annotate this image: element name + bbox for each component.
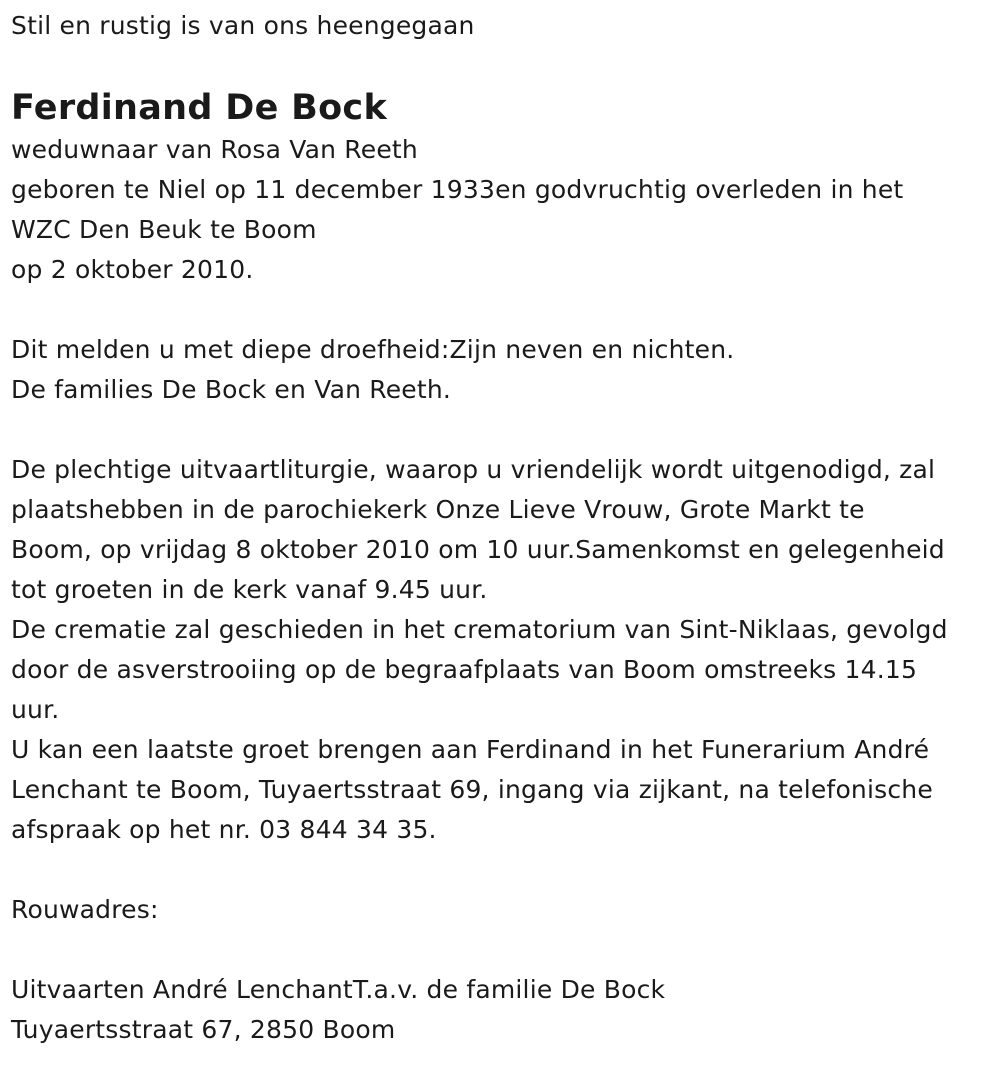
details-line: geboren te Niel op 11 december 1933en godvruchtig overleden in het	[11, 175, 904, 204]
address-label: Rouwadres:	[11, 895, 159, 924]
deceased-name: Ferdinand De Bock	[11, 88, 388, 128]
mourners-line: Dit melden u met diepe droefheid:Zijn neven en nichten.	[11, 335, 735, 364]
paragraph-gap	[11, 930, 996, 970]
ceremony-line: Boom, op vrijdag 8 oktober 2010 om 10 uur.Samenkomst en gelegenheid	[11, 535, 945, 564]
ceremony-line: Lenchant te Boom, Tuyaertsstraat 69, ingang via zijkant, na telefonische	[11, 775, 933, 804]
paragraph-gap	[11, 410, 996, 450]
details-line: WZC Den Beuk te Boom	[11, 215, 317, 244]
ceremony-line: door de asverstrooiing op de begraafplaats van Boom omstreeks 14.15	[11, 655, 918, 684]
address-line: Uitvaarten André LenchantT.a.v. de familie De Bock	[11, 975, 666, 1004]
paragraph-gap	[11, 290, 996, 330]
ceremony-line: plaatshebben in de parochiekerk Onze Lieve Vrouw, Grote Markt te	[11, 495, 865, 524]
ceremony-line: U kan een laatste groet brengen aan Ferdinand in het Funerarium André	[11, 735, 930, 764]
details-line: weduwnaar van Rosa Van Reeth	[11, 135, 418, 164]
mourners-line: De families De Bock en Van Reeth.	[11, 375, 452, 404]
ceremony-line: De plechtige uitvaartliturgie, waarop u vriendelijk wordt uitgenodigd, zal	[11, 455, 936, 484]
ceremony-line: uur.	[11, 695, 60, 724]
intro-line: Stil en rustig is van ons heengegaan	[11, 11, 475, 40]
address-line: Tuyaertsstraat 67, 2850 Boom	[11, 1015, 396, 1044]
address-block	[11, 970, 996, 1050]
obituary-notice	[11, 0, 996, 1050]
ceremony-block	[11, 450, 996, 850]
ceremony-line: tot groeten in de kerk vanaf 9.45 uur.	[11, 575, 488, 604]
mourners-block	[11, 330, 996, 410]
details-line: op 2 oktober 2010.	[11, 255, 254, 284]
details-block	[11, 130, 996, 290]
ceremony-line: De crematie zal geschieden in het crematorium van Sint-Niklaas, gevolgd	[11, 615, 948, 644]
ceremony-line: afspraak op het nr. 03 844 34 35.	[11, 815, 437, 844]
paragraph-gap	[11, 850, 996, 890]
